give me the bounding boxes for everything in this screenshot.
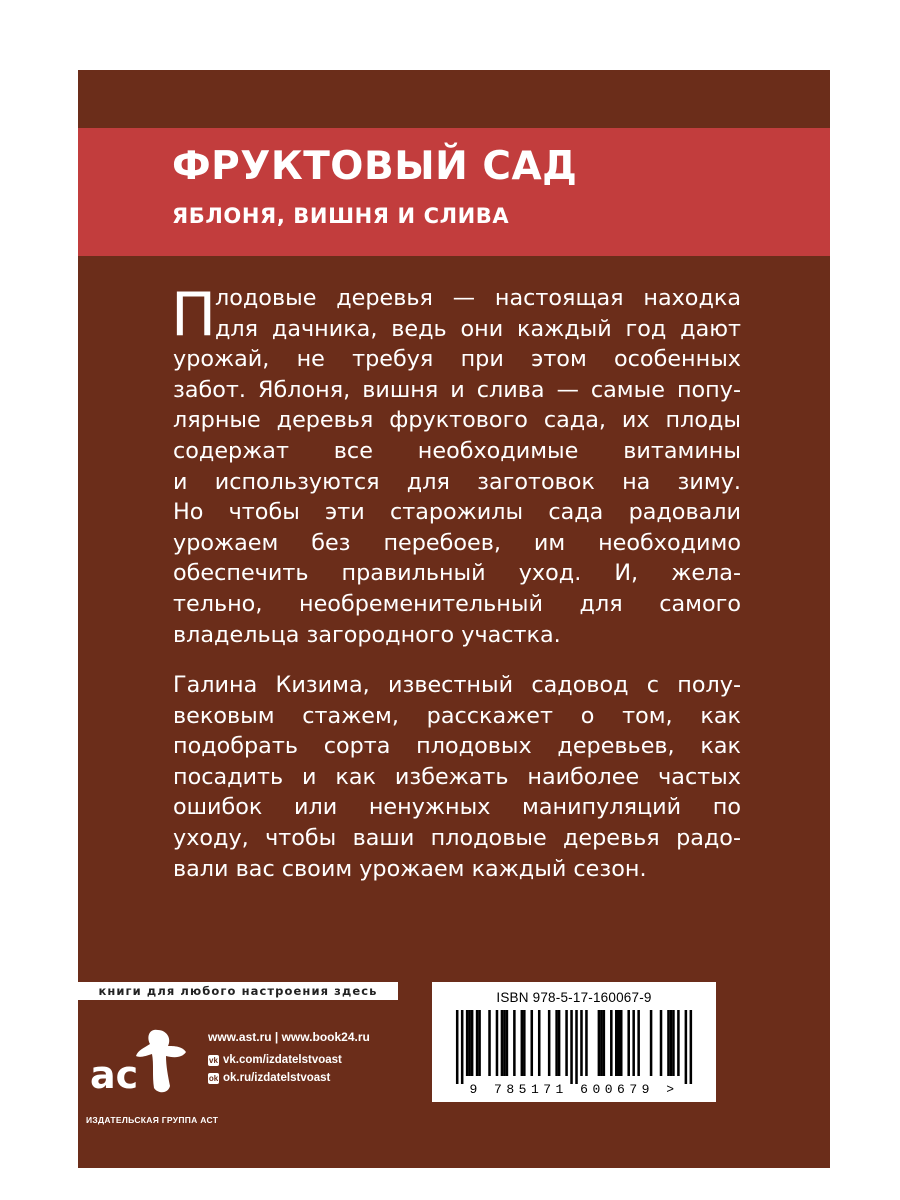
description-paragraph-2 [173,670,741,884]
text-line: вали вас своим урожаем каждый сезон. [173,855,647,882]
barcode-bar [585,1010,588,1076]
text-line: содержат все необходимые витамины [173,437,741,464]
vk-icon: vk [209,1056,218,1065]
text-line: подобрать сорта плодовых деревьев, как [173,733,741,760]
website-links[interactable]: www.ast.ru | www.book24.ru [208,1030,370,1044]
social-ok[interactable] [208,1072,370,1085]
description-paragraph-1 [171,280,741,650]
text-line: урожай, не требуя при этом особенных [173,346,741,373]
text-line: для дачника, ведь они каждый год дают [215,315,741,342]
publisher-links [208,1030,370,1085]
barcode-bar [523,1010,526,1076]
barcode-bar [660,1010,663,1076]
text-line: уходу, чтобы ваши плодовые деревья радо- [173,824,741,851]
barcode-bar [677,1010,680,1076]
text-line: урожаем без перебоев, им необходимо [173,529,741,556]
barcode-bar [456,1010,459,1084]
barcode-bar [617,1010,620,1076]
barcode-bar [615,1010,618,1076]
barcode-bar [667,1010,670,1076]
barcode-bar [468,1010,471,1076]
barcode-bar [565,1010,568,1076]
text-line: владельца загородного участка. [173,621,561,648]
barcode-icon [446,1010,702,1084]
barcode-bar [476,1010,479,1076]
social-vk[interactable] [208,1054,370,1067]
barcode-bar [461,1010,464,1084]
barcode-bar [501,1010,504,1076]
barcode-bar [570,1010,573,1084]
barcode-bar [521,1010,524,1076]
barcode-bar [513,1010,516,1076]
barcode-bar [506,1010,509,1076]
text-line: обеспечить правильный уход. И, жела- [173,560,741,587]
barcode-bar [637,1010,640,1076]
barcode-bar [670,1010,673,1076]
isbn-number: ISBN 978-5-17-160067-9 [496,990,652,1005]
barcode-bar [558,1010,561,1076]
ast-logo-icon [84,1024,204,1114]
barcode-bar [555,1010,558,1076]
dropcap-letter: П [171,280,217,350]
barcode-bar [685,1010,688,1084]
slogan-strip: книги для любого настроения здесь [78,982,398,1000]
text-line: посадить и как избежать наиболее частых [173,763,741,790]
barcode-bar [471,1010,474,1076]
text-line: забот. Яблоня, вишня и слива — самые попу- [173,376,741,403]
barcode-bar [575,1010,578,1084]
isbn-barcode-box [432,982,716,1102]
barcode-bar [548,1010,551,1076]
barcode-bar [531,1010,534,1076]
barcode-bar [478,1010,481,1076]
barcode-bar [632,1010,635,1076]
barcode-bar [672,1010,675,1076]
text-line: и используются для заготовок на зиму. [173,468,741,495]
svg-text:ac: ac [90,1053,139,1097]
barcode-bar [610,1010,613,1076]
text-line: Но чтобы эти старожилы сада радовали [173,499,741,526]
text-line: тельно, необременительный для самого [173,590,741,617]
social-ok-text: ok.ru/izdatelstvoast [223,1072,331,1084]
barcode-bar [488,1010,491,1076]
book-title: ФРУКТОВЫЙ САД [172,144,578,189]
title-band [78,128,830,256]
barcode-bar [580,1010,583,1076]
text-line: Галина Кизима, известный садовод с полу- [173,672,741,698]
barcode-bar [496,1010,499,1076]
text-line: вековым стажем, расскажет о том, как [173,702,741,729]
ok-icon: ok [208,1074,219,1083]
barcode-bar [598,1010,601,1076]
text-line: лярные деревья фруктового сада, их плоды [173,407,741,434]
barcode-bar [690,1010,693,1084]
barcode-digits: 9 785171 600679 > [469,1082,679,1097]
barcode-bar [620,1010,623,1076]
barcode-bar [627,1010,630,1076]
barcode-bar [600,1010,603,1076]
barcode-bar [538,1010,541,1076]
text-line: ошибок или ненужных манипуляций по [173,794,741,821]
social-vk-text: vk.com/izdatelstvoast [223,1054,342,1066]
barcode-bar [603,1010,606,1076]
barcode-bar [650,1010,653,1076]
barcode-bar [503,1010,506,1076]
publisher-caption: ИЗДАТЕЛЬСКАЯ ГРУППА АСТ [86,1115,219,1125]
barcode-bar [466,1010,469,1076]
text-line: лодовые деревья — настоящая находка [215,285,741,311]
book-subtitle: ЯБЛОНЯ, ВИШНЯ И СЛИВА [172,204,510,228]
